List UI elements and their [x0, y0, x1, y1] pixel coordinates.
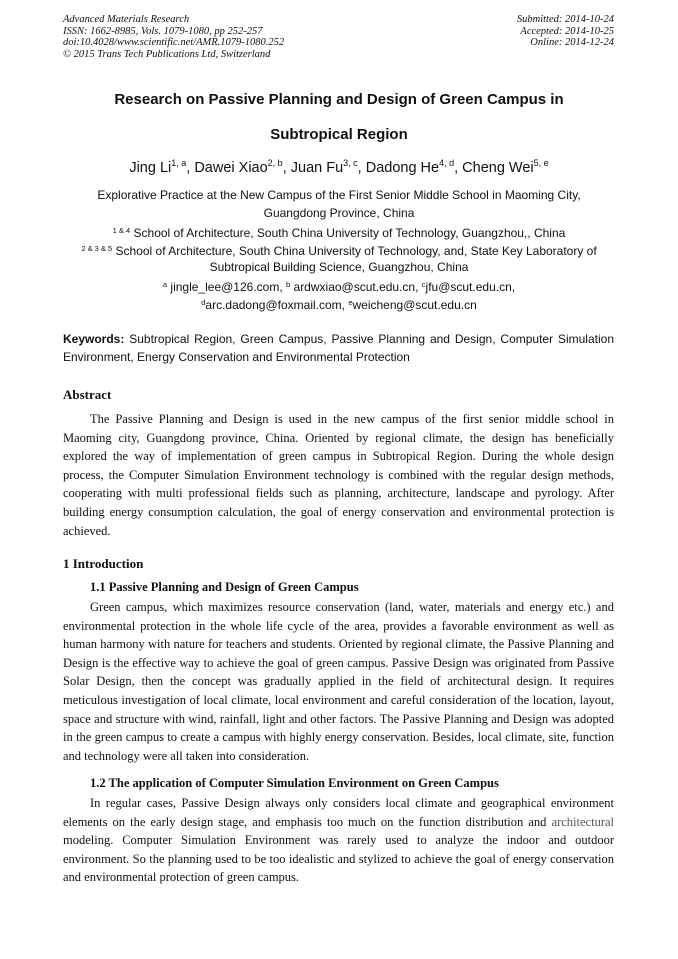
author-name: Juan Fu: [290, 160, 344, 176]
email-superscript: c: [421, 280, 426, 289]
affiliation-superscript: 1 & 4: [112, 226, 131, 235]
author-name: Cheng Wei: [462, 160, 534, 176]
journal-header-left: [63, 14, 284, 60]
email-superscript: b: [286, 280, 291, 289]
author-name: Jing Li: [129, 160, 172, 176]
keywords: [63, 330, 614, 366]
copyright-line: © 2015 Trans Tech Publications Ltd, Switzerland: [63, 48, 271, 60]
affiliation-2-continued: Subtropical Building Science, Guangzhou, China: [209, 260, 469, 274]
author-name: Dadong He: [365, 160, 440, 176]
author-list: Jing Li$^{1, a}$, Dawei Xiao$^{2, b}$, Juan Fu$^{3, c}$, Dadong He$^{4, d}$, Cheng Wei$^{5, e}$: [129, 158, 549, 176]
online-date: Online: 2014-12-24: [530, 37, 614, 48]
email-b: ardwxiao@scut.edu.cn,: [293, 280, 419, 294]
paragraph-text: In regular cases, Passive Design always only considers local climate and geographical environment elements on the early design stage, and emphasis too much on the function distribution and: [63, 796, 614, 829]
submitted-date: Submitted: 2014-10-24: [516, 14, 614, 25]
author-superscript: 5, e: [533, 158, 549, 168]
affiliation-1: [40, 222, 638, 242]
affiliation-text: School of Architecture, South China University of Technology, and, State Key Laboratory of: [115, 244, 597, 258]
email-superscript: e: [348, 298, 353, 307]
author-superscript: 1, a: [171, 158, 187, 168]
keywords-label: Keywords:: [63, 332, 125, 346]
affiliation-2: [40, 240, 638, 260]
introduction-heading: 1 Introduction: [63, 556, 144, 571]
email-a: jingle_lee@126.com,: [170, 280, 283, 294]
email-c: jfu@scut.edu.cn,: [425, 280, 516, 294]
subsection-1-2-heading: 1.2 The application of Computer Simulation Environment on Green Campus: [90, 776, 499, 790]
accepted-date: Accepted: 2014-10-25: [520, 25, 614, 37]
subsection-1-1-text: Green campus, which maximizes resource conservation (land, water, materials and energy etc.) and environmental protection in the whole life cycle of the area, provides a favorable environment as well as human harmony with nature for teachers and students. Oriented by regional climate, the Passive Planning and Design is the effective way to achieve the goal of green campus. Passive Design was originated from Passive Solar Design, then the concept was gradually applied in the field of architectural design. It requires meticulous investigation of local climate, local environment and careful consideration of the location, layout, space and structure with wind, rainfall, light and other factors. The Passive Planning and Design was adopted in the green campus to create a campus with highly energy conservation. Besides, local climate, site, function and technology were all taken into consideration.: [63, 600, 614, 763]
email-e: weicheng@scut.edu.cn: [352, 298, 477, 312]
issn-line: ISSN: 1662-8985, Vols. 1079-1080, pp 252-257: [63, 25, 263, 37]
affiliation-text: School of Architecture, South China University of Technology, Guangzhou,, China: [133, 226, 566, 240]
journal-name: Advanced Materials Research: [63, 14, 190, 25]
email-superscript: d: [201, 298, 206, 307]
email-line-1: [40, 276, 638, 296]
email-superscript: a: [162, 280, 168, 289]
email-d: arc.dadong@foxmail.com,: [205, 298, 345, 312]
paragraph-text: modeling. Computer Simulation Environment was rarely used to analyze the indoor and outdoor environment. So the planning used to be too idealistic and stylized to achieve the goal of energy conservation and environmental protection of green campus.: [63, 833, 614, 885]
author-superscript: 2, b: [267, 158, 283, 168]
paper-title-line-1: Research on Passive Planning and Design of Green Campus in: [114, 91, 564, 108]
author-superscript: 4, d: [439, 158, 455, 168]
subsection-1-2-text: [63, 794, 614, 887]
project-line-2: Guangdong Province, China: [263, 206, 415, 220]
doi-line: doi:10.4028/www.scientific.net/AMR.1079-1080.252: [63, 37, 285, 48]
keywords-text: Subtropical Region, Green Campus, Passive Planning and Design, Computer Simulation Environment, Energy Conservation and Environmental Protection: [63, 332, 614, 364]
highlighted-word: architectural: [551, 814, 615, 829]
author-superscript: 3, c: [343, 158, 358, 168]
paper-title-line-2: Subtropical Region: [270, 126, 408, 143]
abstract-text: The Passive Planning and Design is used in the new campus of the first senior middle school in Maoming city, Guangdong province, China. Oriented by regional climate, the design has beneficially explored the way of implementation of green campus in Subtropical Region. During the whole design process, the Computer Simulation Environment technology is combined with the regular design methods, cooperating with multi professional fields such as planning, architecture, landscape and pyrology. After building energy consumption calculation, the goal of energy conservation and environmental protection is achieved.: [63, 412, 614, 538]
email-line-2: [40, 294, 638, 314]
author-name: Dawei Xiao: [194, 160, 268, 176]
project-line-1: Explorative Practice at the New Campus of the First Senior Middle School in Maoming City,: [97, 188, 581, 202]
subsection-1-1-heading: 1.1 Passive Planning and Design of Green Campus: [90, 580, 359, 594]
affiliation-superscript: 2 & 3 & 5: [81, 244, 113, 253]
journal-header-right: [517, 14, 614, 49]
abstract-heading: Abstract: [63, 387, 112, 402]
